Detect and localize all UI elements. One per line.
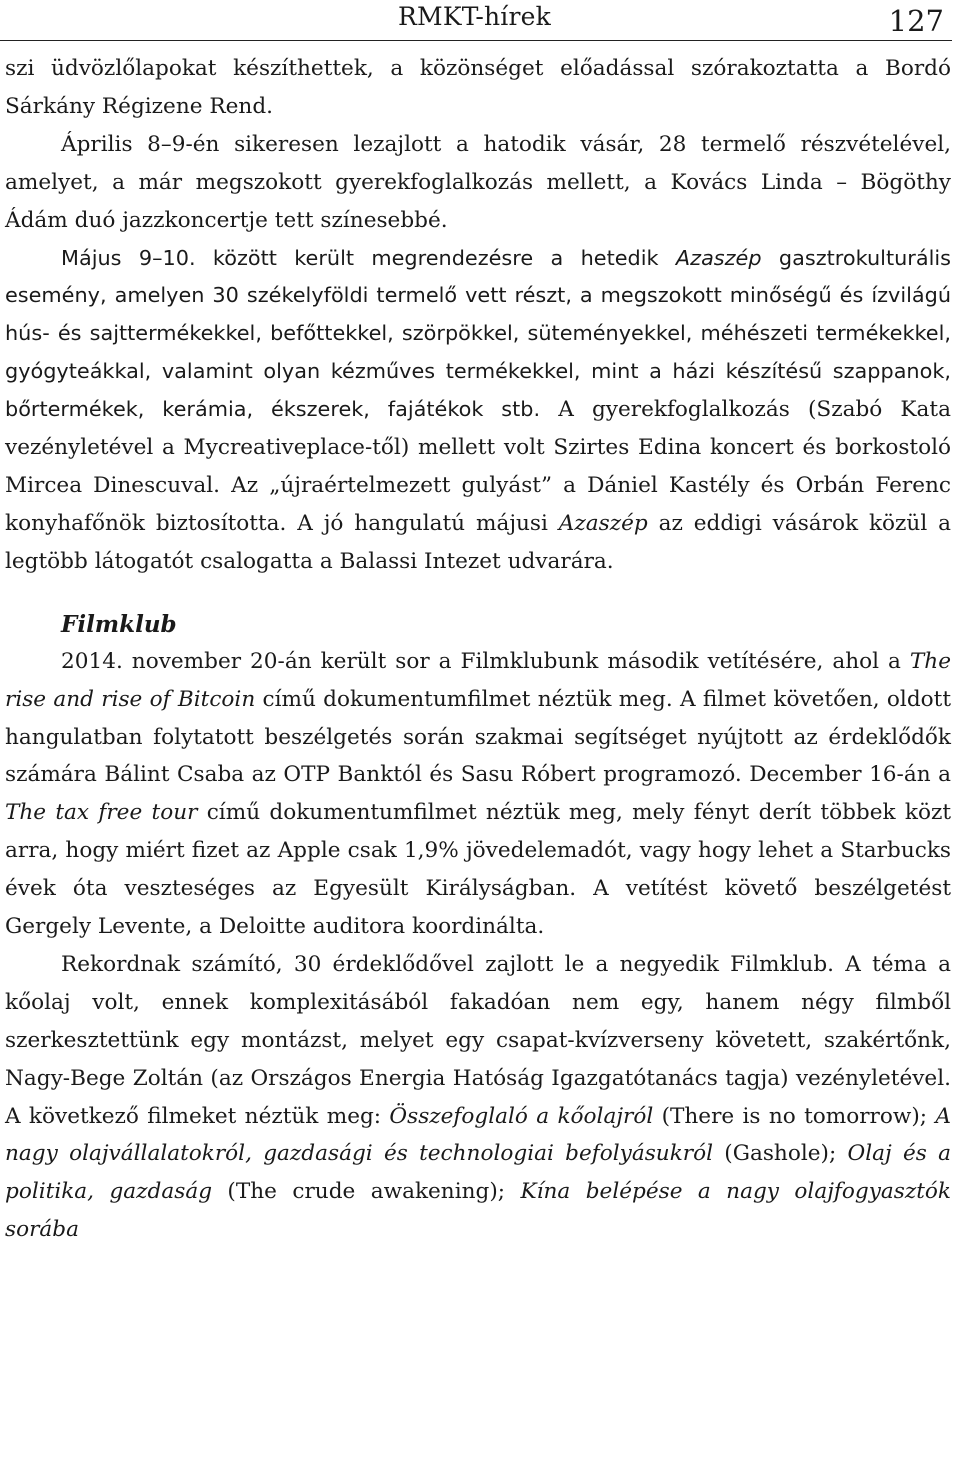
filmklub-2-part-c: (There is no tomorrow);	[653, 1103, 936, 1129]
paragraph-april-fair: Április 8–9-én sikeresen lezajlott a hatodik vásár, 28 termelő részvételével, amelyet, a már megszokott gyerekfoglalkozás mellett, a Kovács Linda – Bögöthy Ádám duó jazzkoncertje tett színesebbé.	[5, 131, 951, 233]
paragraph-filmklub-2	[5, 946, 951, 1249]
event-name-azaszep: Azaszép	[675, 245, 762, 270]
film-title-kina: Kína belépése a nagy olajfogyasztók sorába	[5, 1179, 951, 1243]
paragraph-may-event	[5, 240, 951, 581]
film-title-olaj-politika: Olaj és a politika, gazdaság	[5, 1141, 951, 1205]
paragraph-may-event-part-a: Május 9–10. között került megrendezésre a hetedik	[61, 245, 676, 270]
filmklub-1-part-a: 2014. november 20-án került sor a Filmklubunk második vetítésére, ahol a	[61, 648, 910, 674]
paragraph-may-event-part-f: az eddigi vásárok közül a legtöbb látogatót csalogatta a Balassi Intezet udvarára.	[5, 510, 951, 574]
filmklub-2-part-a: Rekordnak számító, 30 érdeklődővel zajlott le a negyedik Filmklub. A téma a kőolaj volt, ennek komplexitásából fakadóan nem egy, hanem négy filmből szerkesztettünk egy montázst, melyet egy csapat-kvízverseny követett, szakértőnk, Nagy-Bege Zoltán (az Országos Energia Hatóság Igazgatótanács tagja) vezényletével. A következő filmeket néztük meg:	[5, 951, 951, 1129]
page-number: 127	[888, 4, 944, 38]
paragraph-may-event-part-d: A gyerekfoglalkozás (Szabó Kata vezényletével a Mycreativeplace-től) mellett volt Szirtes Edina koncert és borkostoló Mircea Dinescuval. Az „újraértelmezett gulyást” a Dániel Kastély és Orbán Ferenc konyhafőnök biztosította. A jó hangulatú májusi	[5, 397, 951, 536]
filmklub-1-part-e: című dokumentumfilmet néztük meg, mely fényt derít többek közt arra, hogy miért fizet az Apple csak 1,9% jövedelemadót, vagy hogy lehet a Starbucks évek óta veszteséges az Egyesült Királyságban. A vetítést követő beszélgetést Gergely Levente, a Deloitte auditora koordinálta.	[5, 800, 951, 940]
film-title-tax-free-tour: The tax free tour	[5, 800, 198, 826]
film-title-nagy-olajvallalatok: A nagy olajvállalatokról, gazdasági és technologiai befolyásukról	[5, 1103, 951, 1167]
film-title-bitcoin: The rise and rise of Bitcoin	[5, 648, 951, 712]
running-header	[0, 0, 952, 41]
event-name-azaszep-2: Azaszép	[558, 510, 648, 536]
running-title: RMKT-hírek	[398, 2, 551, 31]
filmklub-1-part-c: című dokumentumfilmet néztük meg. A filmet követően, oldott hangulatban folytatott beszélgetés során szakmai segítséget nyújtott az érdeklődők számára Bálint Csaba az OTP Banktól és Sasu Róbert programozó. December 16-án a	[5, 686, 952, 788]
film-title-osszefoglalo: Összefoglaló a kőolajról	[389, 1103, 654, 1129]
paragraph-continuation: szi üdvözlőlapokat készíthettek, a közönséget előadással szórakoztatta a Bordó Sárkány Régizene Rend.	[5, 56, 951, 119]
paragraph-filmklub-1	[5, 643, 951, 946]
filmklub-2-part-e: (Gashole);	[713, 1141, 848, 1167]
section-title-filmklub: Filmklub	[61, 610, 177, 638]
filmklub-2-part-g: (The crude awakening);	[212, 1179, 521, 1205]
paragraph-may-event-part-c: gasztrokulturális esemény, amelyen 30 székelyföldi termelő vett részt, a megszokott minőségű és ízvilágú hús- és sajttermékekkel, befőttekkel, szörpökkel, süteményekkel, méhészeti termékekkel, gyógyteákkal, valamint olyan kézműves termékekkel, mint a házi készítésű szappanok, bőrtermékek, kerámia, ékszerek, fajátékok stb.	[5, 245, 951, 422]
page-body	[5, 50, 951, 1249]
section-spacer	[5, 581, 951, 606]
